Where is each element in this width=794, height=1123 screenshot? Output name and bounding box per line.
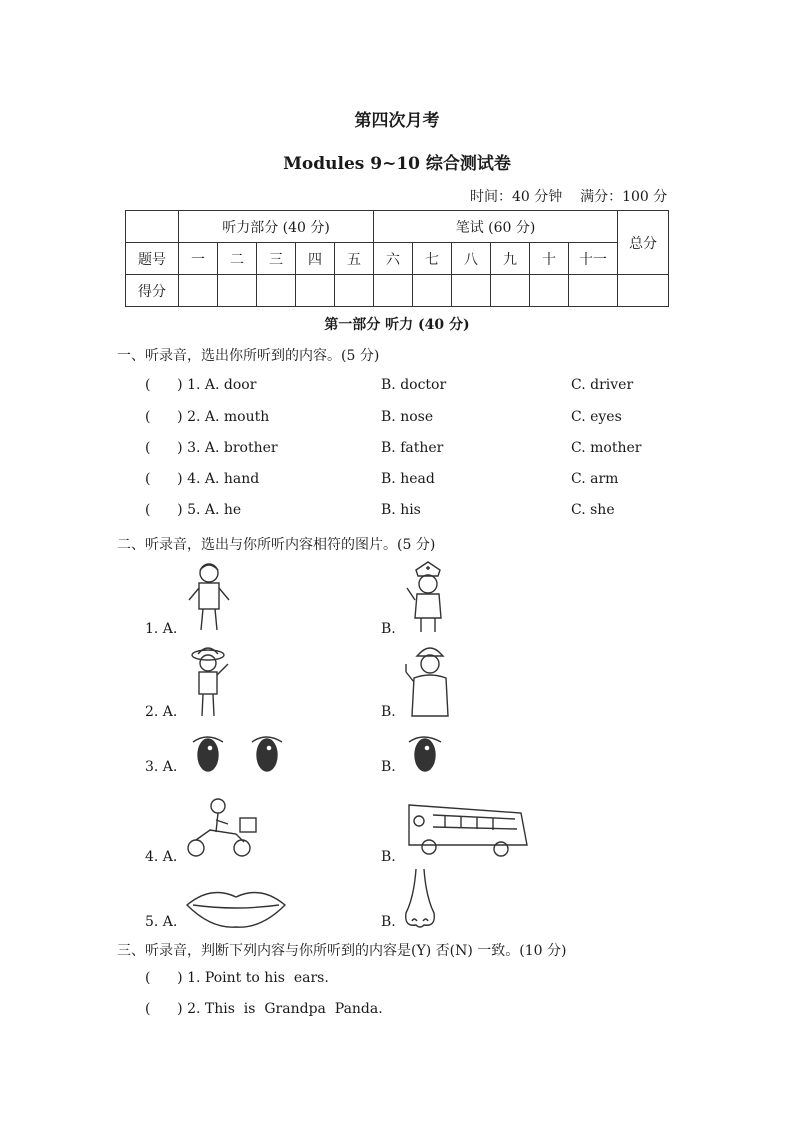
s1-q5-b: B. his: [381, 502, 421, 518]
exam-title: 第四次月考: [354, 111, 440, 131]
score-table-corner: [126, 211, 179, 243]
s1-q4: ( ) 4. A. hand: [145, 471, 260, 487]
delivery-scooter-illustration: [184, 796, 260, 860]
score-cell[interactable]: [179, 275, 218, 307]
s1-q2-c: C. eyes: [571, 409, 622, 425]
score-cell[interactable]: [569, 275, 618, 307]
score-cell[interactable]: [335, 275, 374, 307]
doctor-woman-illustration: [184, 560, 234, 634]
s1-q3-c: C. mother: [571, 440, 642, 456]
s1-q5-c: C. she: [571, 502, 615, 518]
score-cell[interactable]: [491, 275, 530, 307]
worker-man-illustration: [400, 640, 460, 718]
column-header: 八: [452, 243, 491, 275]
row-label-number: 题号: [126, 243, 179, 275]
two-eyes-illustration: [185, 734, 290, 776]
column-header: 五: [335, 243, 374, 275]
s2-q3-b-label: B.: [381, 759, 396, 775]
total-header: 总分: [618, 211, 669, 275]
s1-q4-c: C. arm: [571, 471, 619, 487]
score-cell[interactable]: [296, 275, 335, 307]
s1-q3-b: B. father: [381, 440, 444, 456]
farmer-woman-illustration: [186, 642, 234, 718]
one-eye-illustration: [401, 734, 447, 776]
s2-q2-a-label: 2. A.: [145, 704, 178, 720]
nose-illustration: [400, 867, 440, 931]
section1-heading: 一、听录音，选出你所听到的内容。(5 分): [117, 348, 380, 364]
s1-q1: ( ) 1. A. door: [145, 377, 257, 393]
s2-q4-b-label: B.: [381, 849, 396, 865]
s3-q1: ( ) 1. Point to his ears.: [145, 970, 329, 986]
part-title: 第一部分 听力 (40 分): [324, 317, 470, 333]
section2-heading: 二、听录音，选出与你所听内容相符的图片。(5 分): [117, 537, 436, 553]
s2-q1-b-label: B.: [381, 621, 396, 637]
s1-q3: ( ) 3. A. brother: [145, 440, 278, 456]
score-cell[interactable]: [452, 275, 491, 307]
bus-driver-illustration: [405, 797, 531, 859]
score-cell[interactable]: [374, 275, 413, 307]
s2-q5-b-label: B.: [381, 914, 396, 930]
lips-illustration: [183, 883, 289, 931]
column-header: 十: [530, 243, 569, 275]
s3-q2: ( ) 2. This is Grandpa Panda.: [145, 1001, 383, 1017]
column-header: 十一: [569, 243, 618, 275]
s2-q1-a-label: 1. A.: [145, 621, 178, 637]
nurse-illustration: [403, 558, 453, 634]
column-header: 三: [257, 243, 296, 275]
writing-header: 笔试 (60 分): [374, 211, 618, 243]
s2-q5-a-label: 5. A.: [145, 914, 178, 930]
exam-subtitle: Modules 9~10 综合测试卷: [283, 154, 511, 174]
column-header: 九: [491, 243, 530, 275]
column-header: 七: [413, 243, 452, 275]
s2-q2-b-label: B.: [381, 704, 396, 720]
listening-header: 听力部分 (40 分): [179, 211, 374, 243]
column-header: 二: [218, 243, 257, 275]
column-header: 六: [374, 243, 413, 275]
exam-meta: 时间：40 分钟 满分：100 分: [470, 189, 668, 205]
s1-q2: ( ) 2. A. mouth: [145, 409, 270, 425]
section3-heading: 三、听录音，判断下列内容与你所听到的内容是(Y) 否(N) 一致。(10 分): [117, 943, 567, 959]
s2-q3-a-label: 3. A.: [145, 759, 178, 775]
total-score-cell[interactable]: [618, 275, 669, 307]
s1-q1-b: B. doctor: [381, 377, 447, 393]
score-table: [125, 210, 669, 307]
s1-q1-c: C. driver: [571, 377, 634, 393]
s1-q5: ( ) 5. A. he: [145, 502, 242, 518]
score-cell[interactable]: [218, 275, 257, 307]
s1-q4-b: B. head: [381, 471, 435, 487]
s1-q2-b: B. nose: [381, 409, 434, 425]
s2-q4-a-label: 4. A.: [145, 849, 178, 865]
score-cell[interactable]: [257, 275, 296, 307]
score-cell[interactable]: [413, 275, 452, 307]
score-cell[interactable]: [530, 275, 569, 307]
column-header: 一: [179, 243, 218, 275]
row-label-score: 得分: [126, 275, 179, 307]
column-header: 四: [296, 243, 335, 275]
